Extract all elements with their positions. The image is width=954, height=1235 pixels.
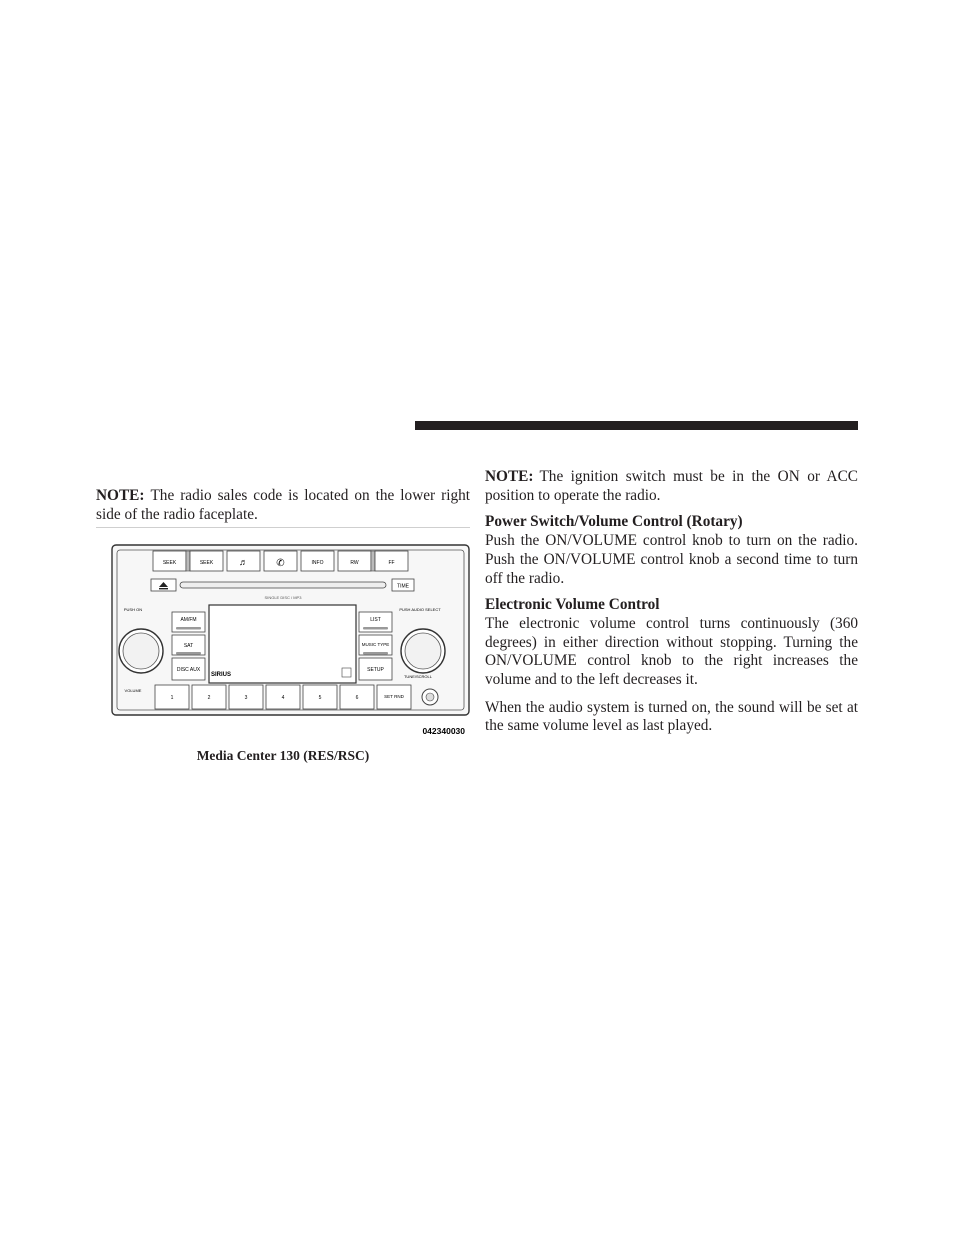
note-label: NOTE: — [96, 487, 145, 504]
music-type-label: MUSIC TYPE — [361, 642, 390, 647]
figure-code: 042340030 — [422, 726, 465, 736]
volume-control-heading: Electronic Volume Control — [485, 596, 660, 614]
left-knob-top-label: PUSH ON — [123, 607, 143, 612]
radio-faceplate-figure — [96, 528, 470, 743]
top-button-row — [153, 551, 408, 571]
fast-forward-label: FF — [388, 560, 395, 566]
right-knob-bottom-label: TUNE/SCROLL — [403, 674, 433, 679]
sirius-logo: SIRIUS — [211, 672, 232, 678]
power-switch-paragraph: Push the ON/VOLUME control knob to turn on the radio. Push the ON/VOLUME control knob a second time to turn off the radio. — [485, 532, 858, 587]
disc-slot — [180, 582, 386, 588]
preset-2-label: 2 — [207, 695, 211, 701]
info-label: INFO — [311, 560, 324, 566]
seek-rocker-icon — [186, 551, 190, 571]
sat-label: SAT — [183, 643, 194, 649]
phone-icon: ✆ — [276, 558, 285, 569]
list-label: LIST — [370, 617, 381, 623]
preset-1-label: 1 — [170, 695, 174, 701]
ignition-note — [485, 468, 858, 505]
figure-caption: Media Center 130 (RES/RSC) — [196, 748, 370, 763]
eject-icon-base — [159, 588, 168, 589]
time-label: TIME — [397, 583, 409, 590]
seek-back-label: SEEK — [162, 560, 177, 566]
rw-ff-rocker-icon — [371, 551, 375, 571]
right-column — [485, 468, 858, 736]
left-knob-bottom-label: VOLUME — [124, 688, 142, 693]
rewind-label: RW — [350, 560, 359, 566]
voice-icon: ♬ — [239, 557, 248, 567]
power-switch-heading: Power Switch/Volume Control (Rotary) — [485, 513, 743, 531]
disc-slot-label: SINGLE DISC / MP3 — [264, 595, 302, 600]
sat-indicator — [176, 652, 201, 655]
preset-4-label: 4 — [281, 695, 285, 701]
am-fm-indicator — [176, 627, 201, 630]
volume-memory-paragraph: When the audio system is turned on, the sound will be set at the same volume level as last played. — [485, 698, 858, 735]
section-header-bar — [415, 421, 858, 430]
note-text: The radio sales code is located on the lower right side of the radio faceplate. — [96, 487, 470, 523]
left-column — [96, 487, 470, 524]
seek-forward-label: SEEK — [199, 560, 214, 566]
aux-jack-inner — [426, 693, 434, 701]
disc-aux-label: DISC AUX — [176, 667, 201, 673]
note-label: NOTE: — [485, 468, 534, 485]
set-rnd-label: SET RND — [384, 694, 404, 699]
tune-knob-inner — [405, 633, 441, 669]
preset-6-label: 6 — [355, 695, 359, 701]
volume-knob-inner — [123, 633, 159, 669]
preset-row — [155, 685, 438, 709]
music-type-indicator — [363, 652, 388, 655]
setup-label: SETUP — [367, 667, 384, 673]
display-screen — [209, 605, 356, 683]
note-text: The ignition switch must be in the ON or ACC position to operate the radio. — [485, 468, 858, 504]
preset-3-label: 3 — [244, 695, 248, 701]
right-knob-top-label: PUSH AUDIO SELECT — [399, 607, 441, 612]
radio-sales-code-note — [96, 487, 470, 524]
preset-5-label: 5 — [318, 695, 322, 701]
list-indicator — [363, 627, 388, 630]
volume-control-paragraph: The electronic volume control turns continuously (360 degrees) in either direction without stopping. Turning the ON/VOLUME control knob to the right increases the volume and to the left decreases it. — [485, 614, 858, 689]
radio-faceplate-illustration — [96, 528, 470, 743]
am-fm-label: AM/FM — [180, 617, 197, 623]
